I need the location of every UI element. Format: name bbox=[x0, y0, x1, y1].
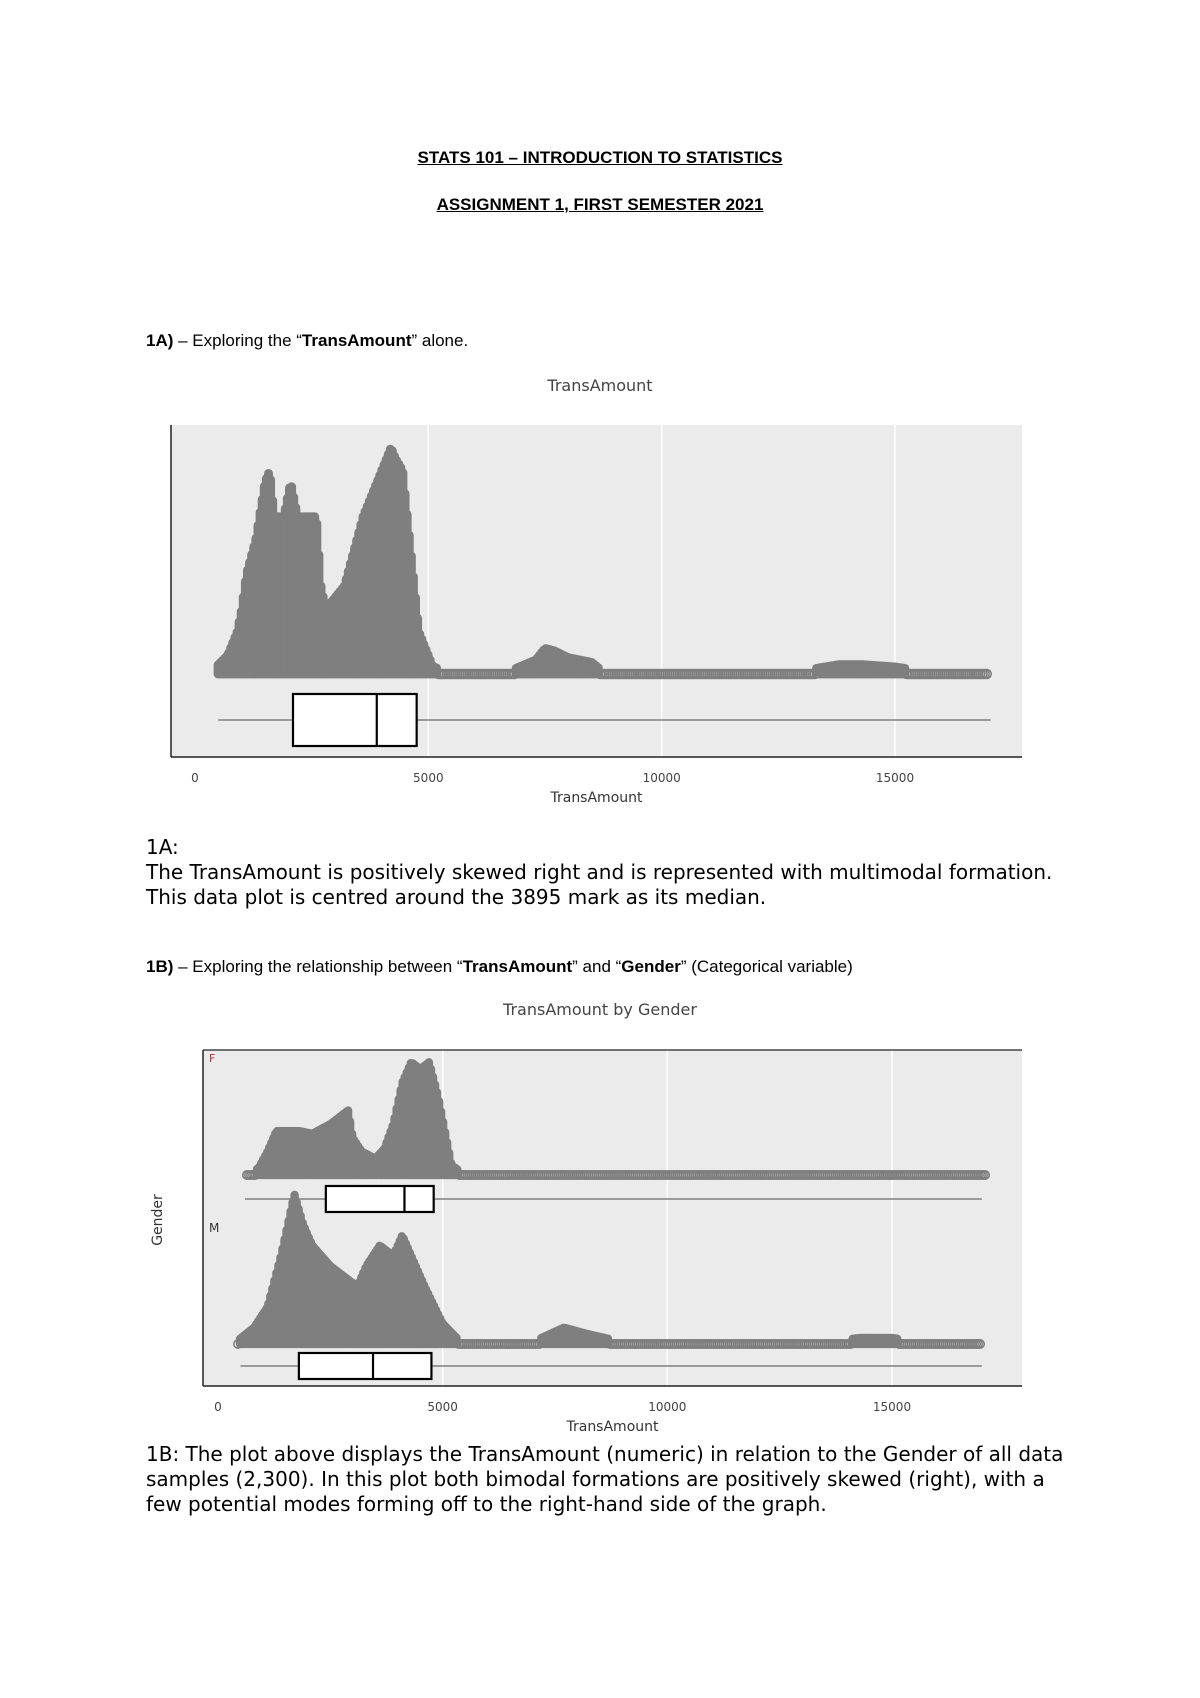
boxplot-box bbox=[326, 1186, 434, 1212]
x-tick-label: 15000 bbox=[875, 771, 915, 785]
x-tick-label: 10000 bbox=[648, 1400, 687, 1414]
x-tick-label: 0 bbox=[214, 1400, 222, 1414]
x-tick-label: 10000 bbox=[642, 771, 681, 785]
question-1a-heading bbox=[146, 331, 468, 351]
boxplot-box bbox=[293, 694, 417, 746]
question-1b-heading bbox=[146, 957, 853, 977]
chart-2-title: TransAmount by Gender bbox=[503, 1000, 697, 1019]
q1b-mid2: ” and “ bbox=[572, 957, 622, 976]
q1a-prefix: 1A) bbox=[146, 331, 174, 350]
x-axis-label: TransAmount bbox=[566, 1419, 659, 1435]
course-title: STATS 101 – INTRODUCTION TO STATISTICS bbox=[417, 148, 783, 167]
boxplot-box bbox=[299, 1353, 432, 1379]
answer-1a-text: The TransAmount is positively skewed right and is represented with multimodal formation. This data plot is centred around the 3895 mark as its median. bbox=[146, 860, 1053, 909]
x-axis-label: TransAmount bbox=[550, 790, 643, 806]
q1a-mid2: ” alone. bbox=[411, 331, 469, 350]
assignment-title: ASSIGNMENT 1, FIRST SEMESTER 2021 bbox=[436, 195, 764, 214]
q1a-var: TransAmount bbox=[301, 331, 412, 350]
answer-1a-label: 1A: bbox=[146, 835, 179, 859]
q1a-mid1: – Exploring the “ bbox=[173, 331, 302, 350]
chart-1-transamount bbox=[0, 400, 1200, 830]
q1b-mid1: – Exploring the relationship between “ bbox=[173, 957, 463, 976]
chart-2-transamount-by-gender bbox=[0, 1030, 1200, 1440]
x-tick-label: 15000 bbox=[872, 1400, 912, 1414]
q1b-var2: Gender bbox=[621, 957, 681, 976]
q1b-prefix: 1B) bbox=[146, 957, 174, 976]
x-tick-label: 0 bbox=[191, 771, 199, 785]
answer-1b: 1B: The plot above displays the TransAmount (numeric) in relation to the Gender of all data samples (2,300). In this plot both bimodal formations are positively skewed (right), with a few potential modes forming off to the right-hand side of the graph. bbox=[146, 1442, 1064, 1516]
q1b-var1: TransAmount bbox=[462, 957, 573, 976]
q1b-mid3: ” (Categorical variable) bbox=[680, 957, 853, 976]
y-axis-label: Gender bbox=[150, 1194, 166, 1246]
chart-1-title: TransAmount bbox=[547, 376, 653, 395]
x-tick-label: 5000 bbox=[427, 1400, 458, 1414]
answer-1a bbox=[146, 835, 1066, 910]
x-tick-label: 5000 bbox=[413, 771, 444, 785]
facet-label-m: M bbox=[209, 1221, 220, 1235]
facet-label-f: F bbox=[209, 1052, 216, 1065]
